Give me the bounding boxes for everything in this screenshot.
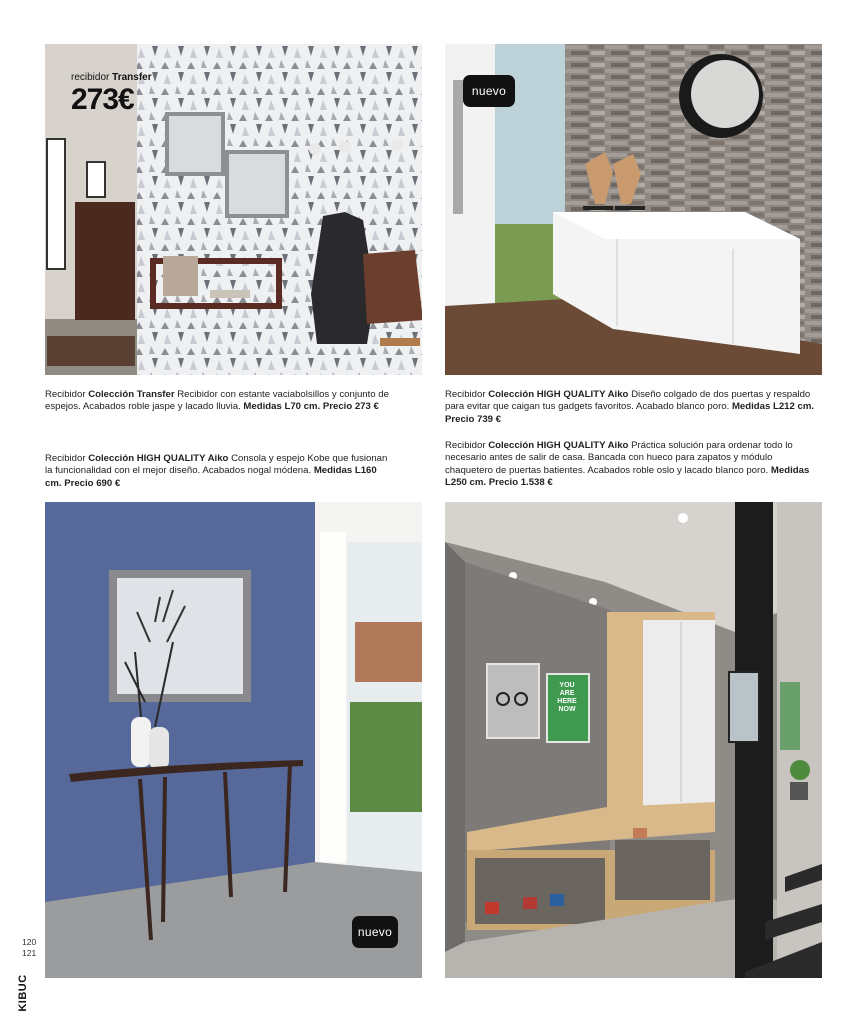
page-number-left: 120 bbox=[22, 937, 37, 947]
caption-measures: Medidas L250 cm. Precio 1.538 € bbox=[445, 464, 810, 488]
caption-text: Consola y espejo Kobe que fusionan la funcionalidad con el mejor diseño. Acabados nogal módena. bbox=[45, 453, 388, 477]
caption-lead: Recibidor bbox=[445, 440, 486, 451]
caption-text: Recibidor con estante vaciabolsillos y conjunto de espejos. Acabados roble jaspe y lacado lluvia. bbox=[45, 389, 389, 413]
photo-aiko-console bbox=[45, 502, 422, 978]
brand-logo bbox=[6, 973, 46, 1013]
caption-lead: Recibidor bbox=[45, 453, 86, 464]
caption-text: Diseño colgado de dos puertas y respaldo para evitar que caigan tus gadgets favoritos. Acabado blanco poro. bbox=[445, 389, 811, 413]
caption-measures: Medidas L70 cm. Precio 273 € bbox=[243, 401, 379, 413]
poster-line: HERE bbox=[557, 698, 577, 705]
caption-collection: Colección HIGH QUALITY Aiko bbox=[488, 389, 629, 400]
poster-line: NOW bbox=[558, 706, 576, 713]
caption-transfer bbox=[45, 389, 425, 414]
caption-aiko-console bbox=[45, 453, 390, 490]
caption-collection: Colección HIGH QUALITY Aiko bbox=[488, 440, 629, 451]
caption-lead: Recibidor bbox=[45, 389, 86, 400]
new-badge: nuevo bbox=[463, 75, 515, 107]
photo-aiko-bench bbox=[445, 502, 822, 978]
caption-collection: Colección Transfer bbox=[88, 389, 175, 400]
caption-aiko-wall bbox=[445, 389, 823, 426]
price-label-prefix: recibidor bbox=[71, 72, 110, 83]
brand-text: KIBUC bbox=[17, 974, 29, 1012]
price-amount: 273€ bbox=[71, 83, 134, 116]
caption-measures: Medidas L212 cm. Precio 739 € bbox=[445, 401, 815, 425]
aiko-bench-scene bbox=[445, 502, 822, 978]
caption-measures: Medidas L160 cm. Precio 690 € bbox=[45, 465, 377, 489]
caption-collection: Colección HIGH QUALITY Aiko bbox=[88, 453, 229, 464]
photo-aiko-wall bbox=[445, 44, 822, 375]
poster-line: ARE bbox=[559, 690, 575, 697]
poster-text bbox=[550, 682, 584, 714]
caption-lead: Recibidor bbox=[445, 389, 486, 400]
poster-line: YOU bbox=[559, 682, 575, 689]
price-label bbox=[71, 72, 152, 83]
photo-transfer bbox=[45, 44, 422, 375]
page-number-right: 121 bbox=[22, 948, 37, 958]
new-badge: nuevo bbox=[352, 916, 398, 948]
price-tag bbox=[71, 72, 152, 115]
caption-text: Práctica solución para ordenar todo lo necesario antes de salir de casa. Bancada con hueco para zapatos y módulo chaquetero de puertas batientes. Acabados roble oslo y lacado blanco poro. bbox=[445, 440, 793, 476]
caption-aiko-bench bbox=[445, 440, 823, 489]
price-label-name: Transfer bbox=[112, 72, 152, 83]
aiko-console-scene bbox=[45, 502, 422, 978]
